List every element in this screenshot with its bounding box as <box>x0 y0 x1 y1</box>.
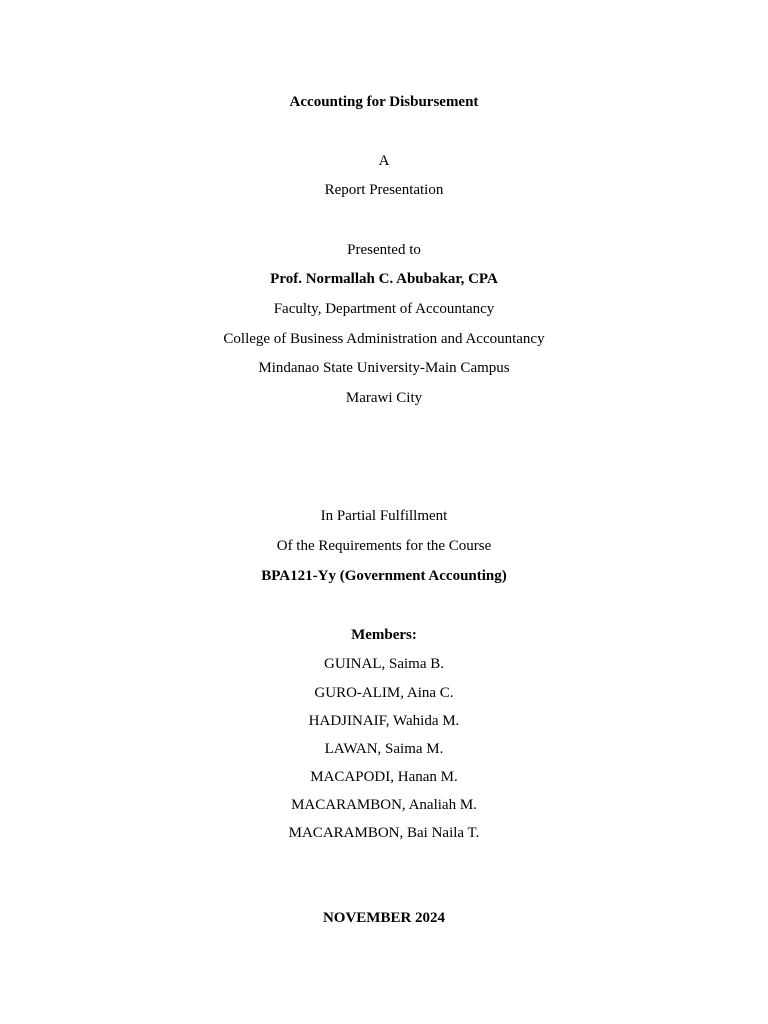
professor-name: Prof. Normallah C. Abubakar, CPA <box>270 271 498 287</box>
member-item: MACARAMBON, Analiah M. <box>291 797 477 813</box>
university-name: Mindanao State University-Main Campus <box>258 360 510 376</box>
member-item: GUINAL, Saima B. <box>324 656 444 672</box>
presented-to-label: Presented to <box>347 242 421 258</box>
member-item: MACAPODI, Hanan M. <box>310 769 458 785</box>
member-item: GURO-ALIM, Aina C. <box>314 685 454 701</box>
document-date: NOVEMBER 2024 <box>322 910 446 926</box>
member-item: MACARAMBON, Bai Naila T. <box>288 825 480 841</box>
city-name: Marawi City <box>345 390 423 406</box>
subtitle-article: A <box>378 153 390 169</box>
document-title: Accounting for Disbursement <box>289 94 479 110</box>
member-item: HADJINAIF, Wahida M. <box>308 713 460 729</box>
college-name: College of Business Administration and Accountancy <box>223 331 545 347</box>
fulfillment-line-1: In Partial Fulfillment <box>320 508 448 524</box>
course-name: BPA121-Yy (Government Accounting) <box>261 568 507 584</box>
member-item: LAWAN, Saima M. <box>324 741 444 757</box>
fulfillment-line-2: Of the Requirements for the Course <box>276 538 492 554</box>
professor-position: Faculty, Department of Accountancy <box>273 301 495 317</box>
members-label: Members: <box>351 627 417 643</box>
subtitle-report: Report Presentation <box>324 182 444 198</box>
